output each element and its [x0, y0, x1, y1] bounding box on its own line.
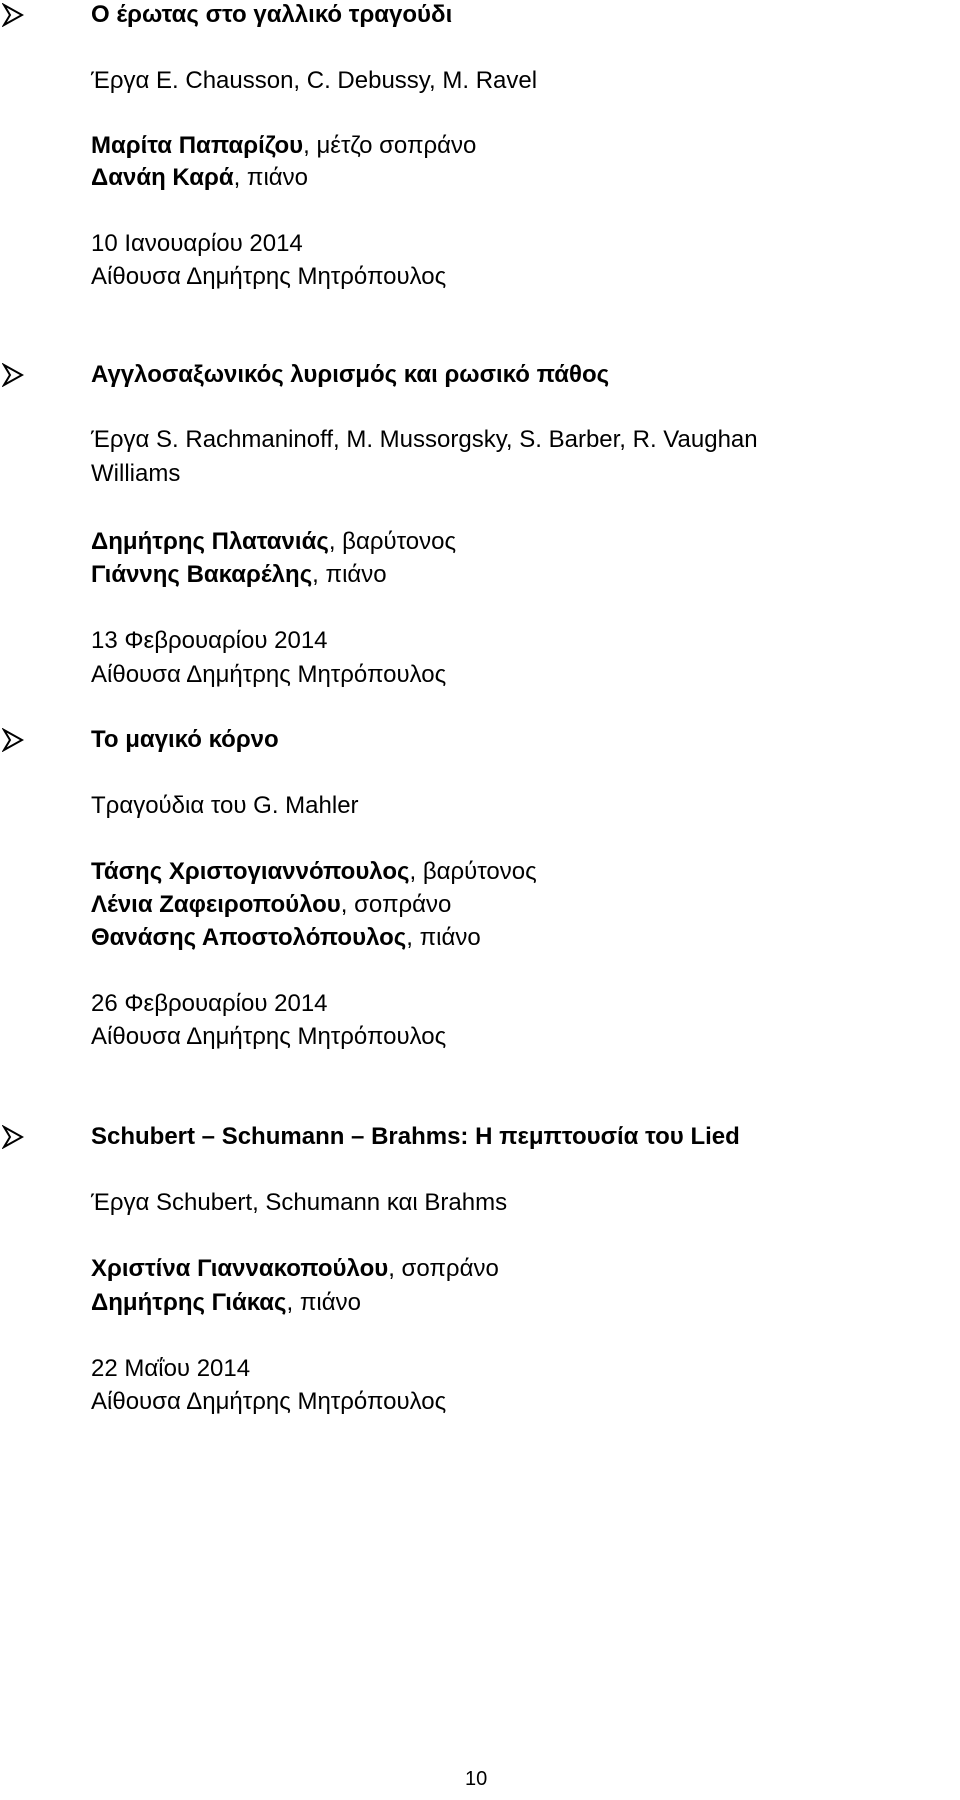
concert-date: 26 Φεβρουαρίου 2014: [91, 990, 328, 1017]
concert-date: 22 Μαΐου 2014: [91, 1355, 251, 1382]
performer-name: Δανάη Καρά: [91, 164, 234, 191]
section-title: Το μαγικό κόρνο: [91, 726, 279, 753]
arrowhead-bullet-icon: [2, 728, 24, 752]
performer-line: [91, 890, 451, 920]
section-title: Αγγλοσαξωνικός λυρισμός και ρωσικό πάθος: [91, 361, 610, 388]
performer-name: Θανάσης Αποστολόπουλος: [91, 924, 407, 951]
works-line: Τραγούδια του G. Mahler: [91, 792, 359, 819]
concert-date: 10 Ιανουαρίου 2014: [91, 230, 303, 257]
performer-line: [91, 163, 308, 193]
concert-date: 13 Φεβρουαρίου 2014: [91, 627, 328, 654]
performer-line: [91, 527, 456, 557]
performer-role: , πιάνο: [233, 164, 309, 191]
concert-venue: Αίθουσα Δημήτρης Μητρόπουλος: [91, 1388, 447, 1415]
performer-line: [91, 857, 537, 887]
concert-venue: Αίθουσα Δημήτρης Μητρόπουλος: [91, 661, 447, 688]
works-line: Williams: [91, 460, 181, 487]
performer-role: , βαρύτονος: [409, 858, 537, 885]
performer-line: [91, 923, 481, 953]
performer-role: , πιάνο: [312, 561, 387, 588]
performer-name: Δημήτρης Πλατανιάς: [91, 528, 329, 555]
arrowhead-bullet-icon: [2, 363, 24, 387]
performer-role: , βαρύτονος: [328, 528, 457, 555]
performer-name: Λένια Ζαφειροπούλου: [91, 891, 341, 918]
works-line: Έργα E. Chausson, C. Debussy, M. Ravel: [91, 67, 538, 94]
page-number: 10: [465, 1768, 488, 1790]
performer-name: Τάσης Χριστογιαννόπουλος: [91, 858, 410, 885]
performer-role: , σοπράνο: [388, 1255, 499, 1282]
concert-venue: Αίθουσα Δημήτρης Μητρόπουλος: [91, 263, 447, 290]
section-title: Schubert – Schumann – Brahms: Η πεμπτουσία του Lied: [91, 1123, 740, 1150]
arrowhead-bullet-icon: [2, 1125, 24, 1149]
works-line: Έργα Schubert, Schumann και Brahms: [91, 1189, 508, 1216]
performer-name: Μαρίτα Παπαρίζου: [91, 132, 304, 159]
performer-role: , πιάνο: [406, 924, 481, 951]
works-line: Έργα S. Rachmaninoff, M. Mussorgsky, S. Barber, R. Vaughan: [91, 426, 758, 453]
section-title: Ο έρωτας στο γαλλικό τραγούδι: [91, 1, 453, 28]
performer-name: Γιάννης Βακαρέλης: [91, 561, 313, 588]
arrowhead-bullet-icon: [2, 3, 24, 27]
performer-name: Χριστίνα Γιαννακοπούλου: [91, 1255, 389, 1282]
performer-line: [91, 560, 387, 590]
performer-role: , μέτζο σοπράνο: [303, 132, 477, 159]
performer-line: [91, 1254, 499, 1284]
performer-line: [91, 131, 476, 161]
concert-venue: Αίθουσα Δημήτρης Μητρόπουλος: [91, 1023, 447, 1050]
performer-role: , σοπράνο: [340, 891, 452, 918]
performer-line: [91, 1288, 361, 1318]
performer-name: Δημήτρης Γιάκας: [91, 1289, 287, 1316]
performer-role: , πιάνο: [286, 1289, 361, 1316]
